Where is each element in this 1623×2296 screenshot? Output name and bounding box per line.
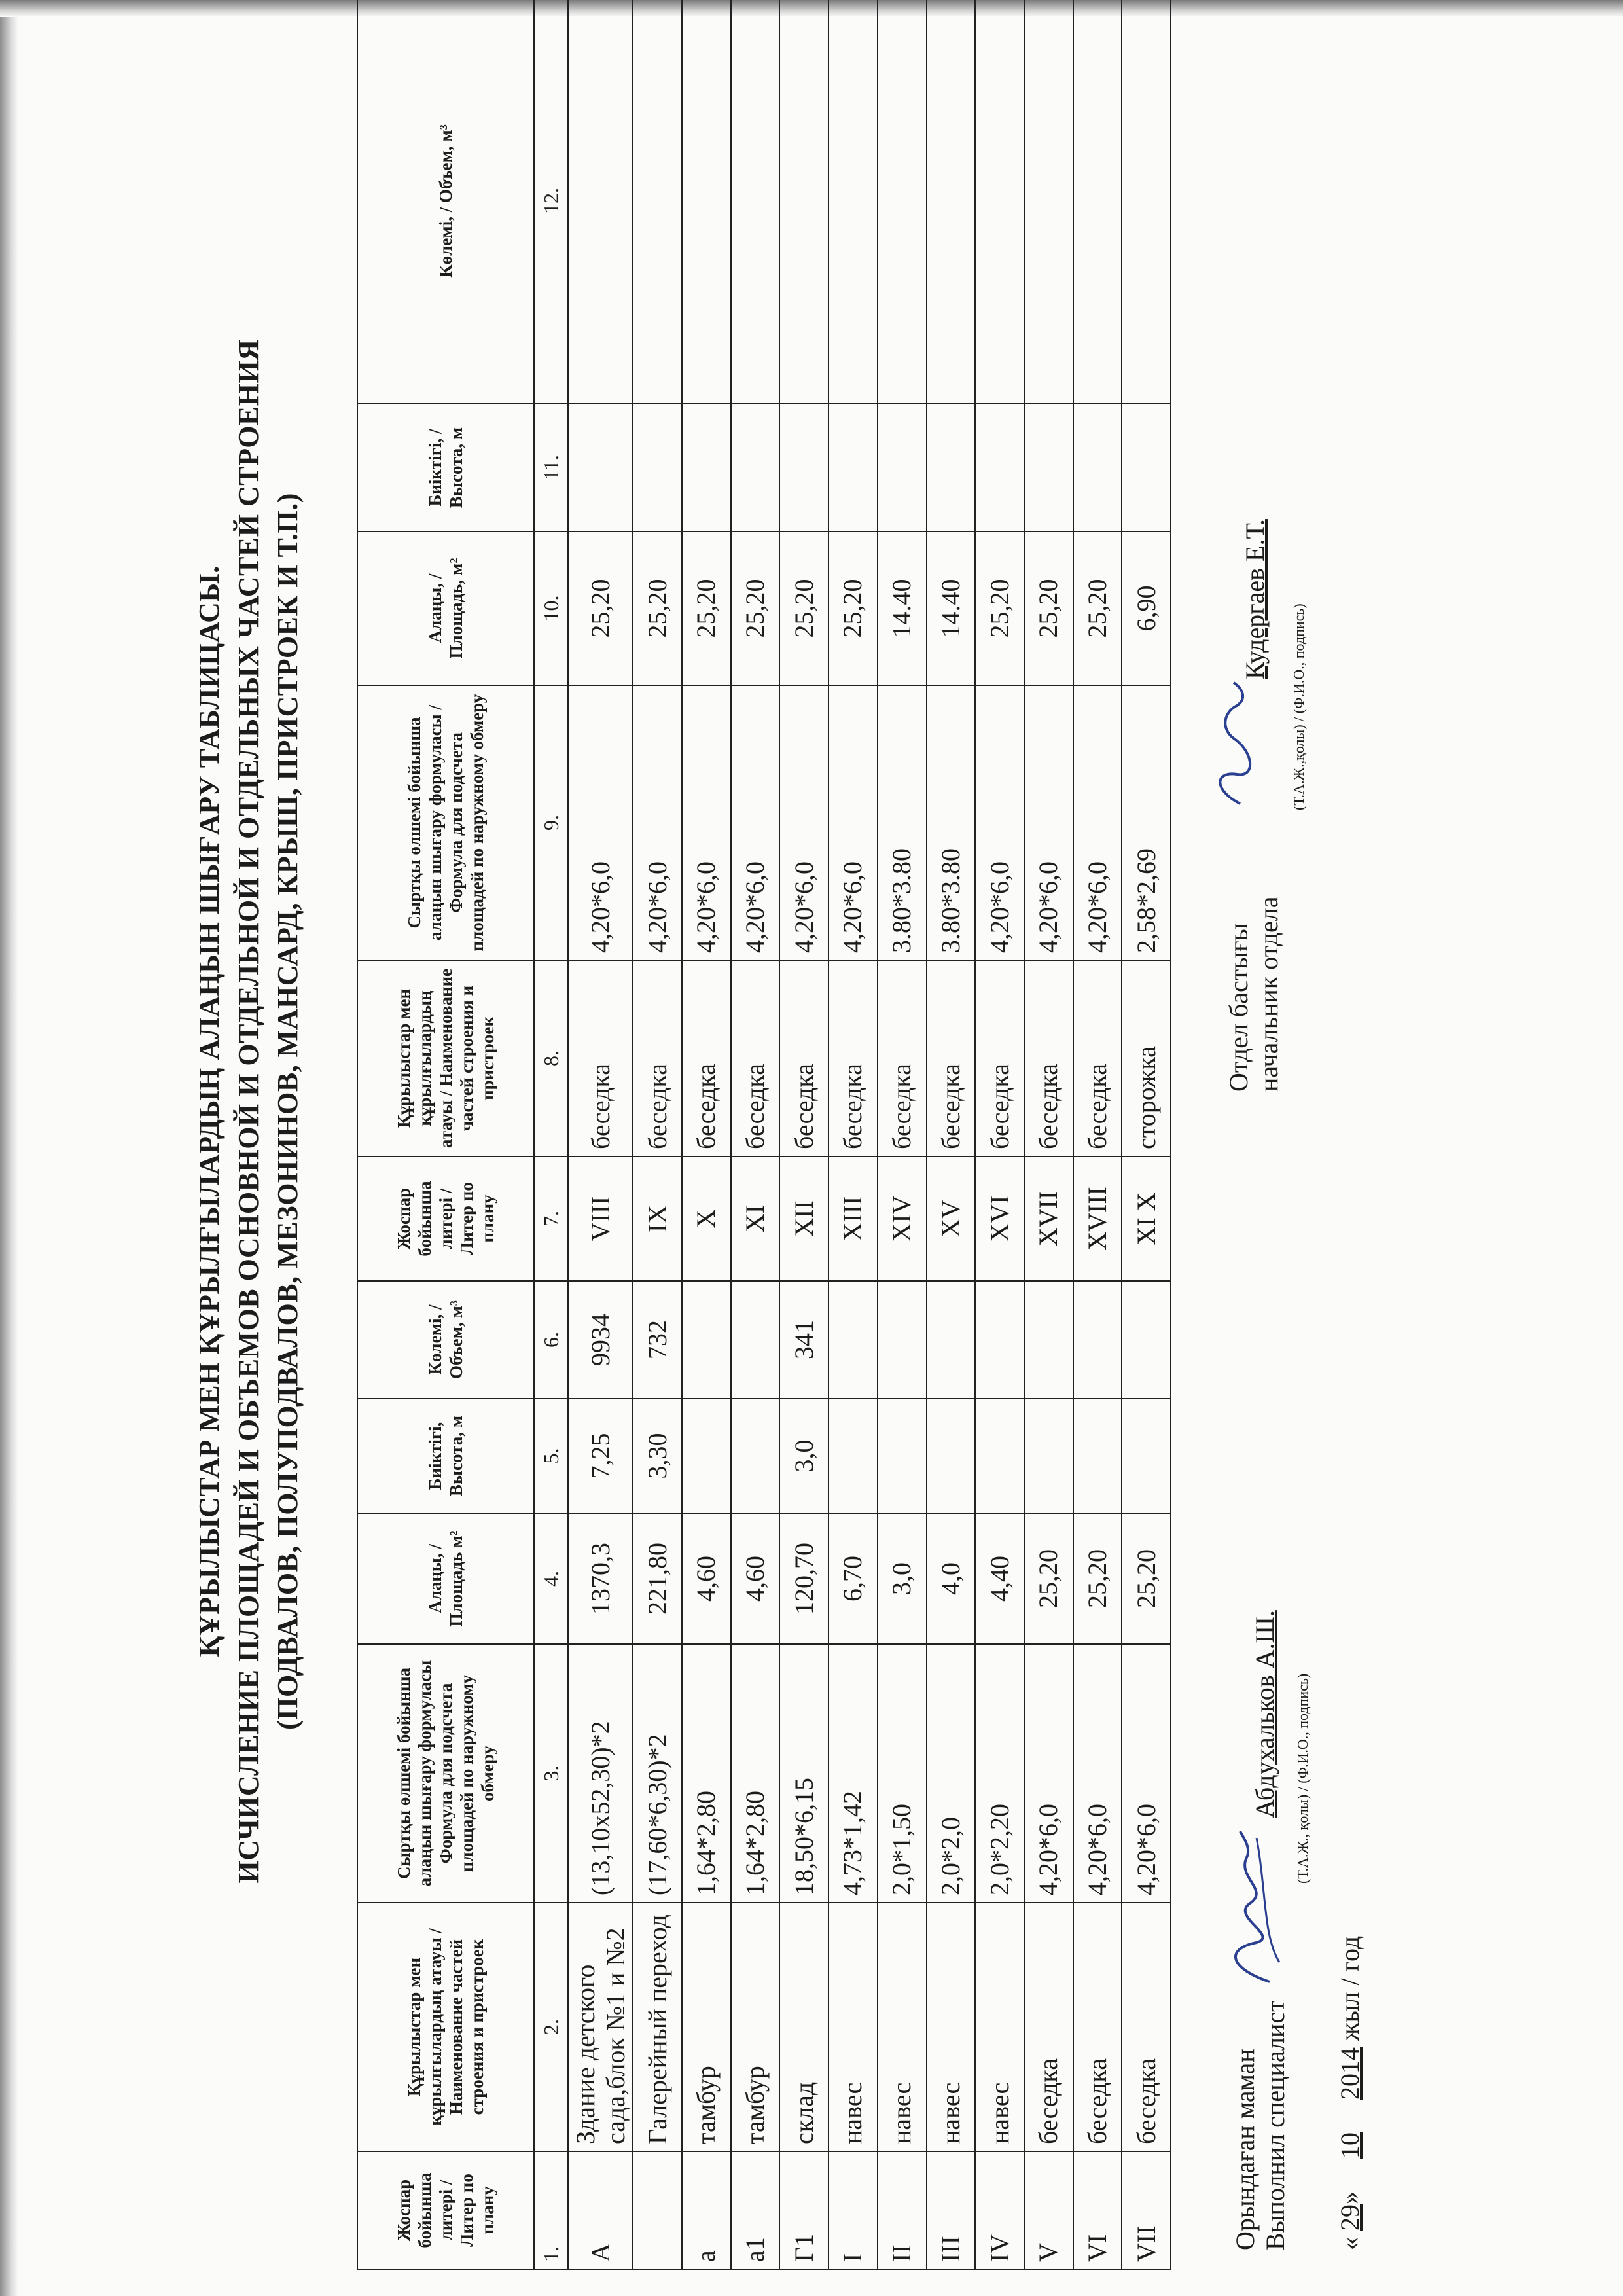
right-name-block [1240,519,1270,679]
table-cell [633,0,682,404]
header-cell: Жоспар бойынша литері / Литер по плану [357,1157,534,1281]
table-cell: А [568,2151,633,2269]
column-number-row [534,0,568,2269]
table-cell: 25,20 [1024,1513,1073,1644]
right-role-ru: начальник отдела [1254,896,1283,1092]
table-row [633,0,682,2269]
table-cell: беседка [682,960,731,1157]
table-cell [1122,1399,1171,1513]
table-cell [927,404,976,531]
table-cell: (13,10х52,30)*2 [568,1644,633,1903]
table-row [975,0,1024,2269]
title-ru: ИСЧИСЛЕНИЕ ПЛОЩАДЕЙ И ОБЪЕМОВ ОСНОВНОЙ И ОТДЕЛЬНОЙ И ОТДЕЛЬНЫХ ЧАСТЕЙ СТРОЕНИЯ [232,339,264,1884]
table-cell: IX [633,1157,682,1281]
table-cell [1073,0,1122,404]
left-signature-block [1230,2000,1291,2250]
table-cell: беседка [568,960,633,1157]
table-cell [927,1399,976,1513]
table-cell: 25,20 [1122,1513,1171,1644]
table-cell: VII [1122,2151,1171,2269]
table-cell [1122,1281,1171,1399]
right-signature-scribble [1207,679,1266,810]
table-cell: XV [927,1157,976,1281]
table-cell [829,1281,878,1399]
document-titles [190,123,308,2100]
column-number: 8. [534,960,568,1157]
table-cell [927,0,976,404]
table-cell: беседка [1024,960,1073,1157]
table-cell: XII [779,1157,829,1281]
table-cell: беседка [1073,960,1122,1157]
table-cell: беседка [1024,1903,1073,2151]
date-line: « 29» 10 2014 жыл / год [1335,1935,1364,2250]
table-cell: 2,58*2,69 [1122,685,1171,960]
table-cell: склад [779,1903,829,2151]
table-cell: навес [927,1903,976,2151]
header-cell: Сыртқы өлшемі бойынша алаңын шығару формуласы Формула для подсчета площадей по наружному обмеру [357,1644,534,1903]
table-cell [779,404,829,531]
table-cell [682,1281,731,1399]
table-cell: 2,0*2,0 [927,1644,976,1903]
table-cell: XVII [1024,1157,1073,1281]
header-cell: Алаңы, / Площадь, м² [357,531,534,685]
table-cell: 120,70 [779,1513,829,1644]
table-cell: 3.80*3.80 [878,685,927,960]
right-role-kz: Отдел бастығы [1224,923,1253,1092]
table-cell: беседка [731,960,780,1157]
header-cell: Көлемі, / Объем, м³ [357,1281,534,1399]
left-caption: (Т.А.Ж., қолы) / (Ф.И.О., подпись) [1294,1673,1311,1884]
table-cell: 4,20*6,0 [731,685,780,960]
header-cell: Көлемі, / Объем, м³ [357,0,534,404]
table-cell: 2,0*1,50 [878,1644,927,1903]
table-cell: 1370,3 [568,1513,633,1644]
table-row [1024,0,1073,2269]
table-cell [1024,1281,1073,1399]
table-row [568,0,633,2269]
table-cell: 25,20 [1024,531,1073,685]
table-cell: 18,50*6,15 [779,1644,829,1903]
table-cell: беседка [975,960,1024,1157]
table-cell: 25,20 [829,531,878,685]
table-cell: 25,20 [779,531,829,685]
table-cell [829,1399,878,1513]
calculation-table [357,0,1171,2270]
table-cell: 4,20*6,0 [633,685,682,960]
table-cell [927,1281,976,1399]
table-cell: 6,70 [829,1513,878,1644]
table-cell: беседка [927,960,976,1157]
table-cell: XIV [878,1157,927,1281]
table-cell: сторожка [1122,960,1171,1157]
table-cell [1073,1399,1122,1513]
column-number: 3. [534,1644,568,1903]
right-caption: (Т.А.Ж.,қолы) / (Ф.И.О., подпись) [1291,603,1307,810]
header-cell: Құрылыстар мен құрылғылардың атауы / Наименование частей строения и пристроек [357,1903,534,2151]
table-row [829,0,878,2269]
table-row [927,0,976,2269]
table-cell: 25,20 [568,531,633,685]
table-cell: 3,0 [878,1513,927,1644]
table-row [682,0,731,2269]
table-cell: беседка [829,960,878,1157]
table-row [1122,0,1171,2269]
table-cell: II [878,2151,927,2269]
header-cell: Жоспар бойынша литері / Литер по плану [357,2151,534,2269]
table-cell: навес [878,1903,927,2151]
table-cell [1122,0,1171,404]
table-cell [633,2151,682,2269]
header-cell: Биіктігі, Высота, м [357,1399,534,1513]
table-cell: 4,20*6,0 [1122,1644,1171,1903]
left-role-kz: Орындаған маман [1230,2049,1260,2250]
table-cell: XVIII [1073,1157,1122,1281]
left-name: Абдухальков А.Ш. [1250,1610,1279,1818]
table-cell: IV [975,2151,1024,2269]
table-cell: 25,20 [1073,1513,1122,1644]
table-cell [633,404,682,531]
right-signature-block [1224,897,1284,1092]
table-cell: III [927,2151,976,2269]
table-cell: (17,60*6,30)*2 [633,1644,682,1903]
table-cell: 4,20*6,0 [779,685,829,960]
table-cell: 4,20*6,0 [1024,1644,1073,1903]
table-cell: Г1 [779,2151,829,2269]
table-cell: 25,20 [1073,531,1122,685]
table-cell [829,0,878,404]
date-year: 2014 [1335,2047,1364,2100]
table-cell: 7,25 [568,1399,633,1513]
table-cell: 14.40 [927,531,976,685]
table-cell: беседка [1122,1903,1171,2151]
header-cell: Сыртқы өлшемі бойынша алаңын шығару формуласы / Формула для подсчета площадей по наружному обмеру [357,685,534,960]
table-cell: X [682,1157,731,1281]
table-cell: XI X [1122,1157,1171,1281]
table-body [534,0,1171,2269]
table-cell [1073,1281,1122,1399]
table-cell: 4,20*6,0 [1073,1644,1122,1903]
table-cell [829,404,878,531]
table-cell [682,1399,731,1513]
table-cell: тамбур [731,1903,780,2151]
table-cell: 6,90 [1122,531,1171,685]
table-cell [731,1399,780,1513]
table-cell: 9934 [568,1281,633,1399]
table-cell [878,1399,927,1513]
table-row [779,0,829,2269]
table-cell: 4,0 [927,1513,976,1644]
table-cell: 2,0*2,20 [975,1644,1024,1903]
right-name: Кудергаев Е.Т. [1240,519,1270,679]
table-cell: 4,20*6,0 [1073,685,1122,960]
table-cell: тамбур [682,1903,731,2151]
left-signature-scribble [1217,1825,1289,1988]
table-row [1073,0,1122,2269]
table-cell: навес [829,1903,878,2151]
table-row [878,0,927,2269]
table-cell [878,1281,927,1399]
table-cell: 4,20*6,0 [568,685,633,960]
column-number: 9. [534,685,568,960]
table-cell [731,404,780,531]
column-number: 6. [534,1281,568,1399]
table-row [731,0,780,2269]
table-cell [1122,404,1171,531]
header-cell: Құрылыстар мен құрылғылардың атауы / Наименование частей строения и пристроек [357,960,534,1157]
calculation-table-wrap [357,0,1171,2270]
column-number: 5. [534,1399,568,1513]
header-row [357,0,534,2269]
date-suffix: жыл / год [1335,1935,1364,2041]
table-cell [1024,0,1073,404]
table-cell: беседка [779,960,829,1157]
left-role-ru: Выполнил специалист [1260,2000,1290,2250]
table-cell: 4,40 [975,1513,1024,1644]
table-cell: Галерейный переход [633,1903,682,2151]
column-number: 1. [534,2151,568,2269]
date-day: 29 [1335,2204,1364,2231]
table-cell [1024,1399,1073,1513]
table-cell [568,404,633,531]
table-cell: а1 [731,2151,780,2269]
table-cell: 4,73*1,42 [829,1644,878,1903]
table-cell: 221,80 [633,1513,682,1644]
table-cell [1073,404,1122,531]
table-cell: 4,20*6,0 [1024,685,1073,960]
column-number: 4. [534,1513,568,1644]
table-cell [779,0,829,404]
left-name-block [1250,1610,1280,1818]
table-cell: V [1024,2151,1073,2269]
table-cell: 1,64*2,80 [731,1644,780,1903]
column-number: 7. [534,1157,568,1281]
table-cell: XVI [975,1157,1024,1281]
table-cell: 25,20 [975,531,1024,685]
table-cell: 3.80*3.80 [927,685,976,960]
column-number: 11. [534,404,568,531]
table-cell: а [682,2151,731,2269]
table-cell [975,404,1024,531]
table-cell: 4,60 [731,1513,780,1644]
table-cell: 25,20 [633,531,682,685]
table-cell: I [829,2151,878,2269]
table-cell: беседка [633,960,682,1157]
table-cell: 732 [633,1281,682,1399]
column-number: 2. [534,1903,568,2151]
table-cell [878,404,927,531]
table-cell [682,404,731,531]
table-cell [975,1399,1024,1513]
table-cell: 341 [779,1281,829,1399]
column-number: 10. [534,531,568,685]
date-month: 10 [1335,2132,1364,2159]
table-cell: 4,60 [682,1513,731,1644]
table-cell: XIII [829,1157,878,1281]
table-cell: 4,20*6,0 [682,685,731,960]
title-kz: ҚҰРЫЛЫСТАР МЕН ҚҰРЫЛҒЫЛАРДЫҢ АЛАҢЫН ШЫҒАРУ ТАБЛИЦАСЫ. [193,565,225,1657]
header-cell: Биіктігі, / Высота, м [357,404,534,531]
table-cell: Здание детского сада,блок №1 и №2 [568,1903,633,2151]
table-cell: 25,20 [682,531,731,685]
table-cell: XI [731,1157,780,1281]
table-cell: VI [1073,2151,1122,2269]
table-cell: 4,20*6,0 [975,685,1024,960]
table-cell: 25,20 [731,531,780,685]
table-cell: 1,64*2,80 [682,1644,731,1903]
table-cell: беседка [1073,1903,1122,2151]
table-cell [682,0,731,404]
table-cell [975,1281,1024,1399]
table-cell [731,1281,780,1399]
subtitle: (ПОДВАЛОВ, ПОЛУПОДВАЛОВ, МЕЗОНИНОВ, МАНСАРД, КРЫШ, ПРИСТРОЕК И Т.П.) [272,493,304,1730]
table-cell [878,0,927,404]
table-cell [731,0,780,404]
table-cell: 14.40 [878,531,927,685]
table-cell: 4,20*6,0 [829,685,878,960]
table-cell: VIII [568,1157,633,1281]
table-cell: навес [975,1903,1024,2151]
header-cell: Алаңы, / Площадь м² [357,1513,534,1644]
table-cell: беседка [878,960,927,1157]
table-cell [1024,404,1073,531]
table-cell: 3,0 [779,1399,829,1513]
table-cell [568,0,633,404]
column-number: 12. [534,0,568,404]
table-cell: 3,30 [633,1399,682,1513]
table-cell [975,0,1024,404]
